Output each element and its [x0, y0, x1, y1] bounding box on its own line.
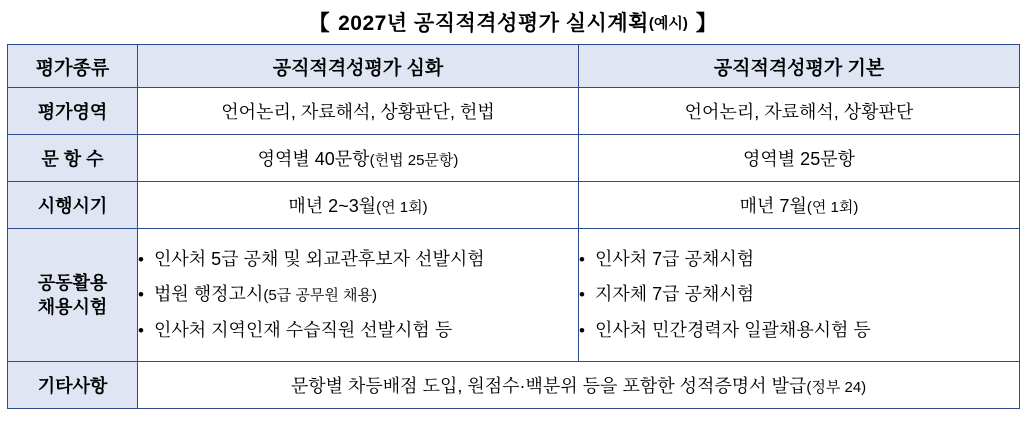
list-item-sub: (5급 공무원 채용)	[263, 287, 377, 305]
cell-other-matters	[138, 362, 1020, 409]
cell-basic-evaluation-area: 언어논리, 자료해석, 상황판단	[579, 88, 1020, 135]
cell-deep-schedule-sub: (연 1회)	[376, 199, 428, 216]
cell-deep-shared-recruitment	[138, 229, 579, 362]
title-sub-text: (예시)	[648, 14, 688, 32]
row-label-evaluation-area: 평가영역	[8, 88, 138, 135]
bullet-icon: •	[579, 285, 585, 305]
list-item-text: 인사처 7급 공채시험	[595, 249, 755, 270]
row-label-other-matters: 기타사항	[8, 362, 138, 409]
list-item	[579, 242, 1019, 277]
cell-other-matters-sub: (정부 24)	[806, 379, 867, 396]
row-label-shared-line2: 채용시험	[37, 297, 108, 317]
list-item	[138, 242, 578, 277]
list-item	[138, 277, 578, 312]
list-item-text: 인사처 5급 공채 및 외교관후보자 선발시험	[154, 249, 485, 270]
row-label-schedule: 시행시기	[8, 182, 138, 229]
cell-basic-schedule-sub: (연 1회)	[806, 199, 859, 216]
header-deep-exam: 공직적격성평가 심화	[138, 45, 579, 88]
list-item-text: 법원 행정고시	[154, 284, 264, 305]
title-bracket-open: 【	[308, 12, 331, 35]
cell-basic-question-count: 영역별 25문항	[579, 135, 1020, 182]
table-row	[8, 135, 1020, 182]
table-row	[8, 362, 1020, 409]
list-item-text: 지자체 7급 공채시험	[595, 284, 755, 305]
list-item	[579, 277, 1019, 312]
header-basic-exam: 공직적격성평가 기본	[579, 45, 1020, 88]
row-label-shared-line1: 공동활용	[37, 272, 108, 293]
bullet-icon: •	[138, 285, 144, 305]
bullet-icon: •	[579, 250, 585, 270]
cell-deep-question-count-main: 영역별 40문항	[257, 149, 370, 169]
cell-basic-shared-recruitment	[579, 229, 1020, 362]
cell-deep-evaluation-area: 언어논리, 자료해석, 상황판단, 헌법	[138, 88, 579, 135]
header-evaluation-type: 평가종류	[8, 45, 138, 88]
cell-deep-schedule	[138, 182, 579, 229]
cell-other-matters-main: 문항별 차등배점 도입, 원점수·백분위 등을 포함한 성적증명서 발급	[290, 376, 807, 396]
cell-deep-schedule-main: 매년 2~3월	[288, 196, 377, 216]
list-item-text: 인사처 민간경력자 일괄채용시험 등	[595, 319, 871, 340]
title-main-text: 2027년 공직적격성평가 실시계획	[338, 12, 649, 35]
cell-deep-question-count-sub: (헌법 25문항)	[369, 152, 459, 169]
cell-deep-question-count	[138, 135, 579, 182]
bullet-icon: •	[579, 320, 585, 340]
cell-basic-schedule	[579, 182, 1020, 229]
page-title	[0, 0, 1026, 44]
table-row	[8, 229, 1020, 362]
list-item	[138, 313, 578, 348]
table-row	[8, 182, 1020, 229]
plan-table	[7, 44, 1020, 409]
table-header-row	[8, 45, 1020, 88]
bullet-icon: •	[138, 250, 144, 270]
row-label-question-count: 문 항 수	[8, 135, 138, 182]
list-item	[579, 313, 1019, 348]
cell-basic-schedule-main: 매년 7월	[739, 196, 807, 216]
bullet-icon: •	[138, 320, 144, 340]
table-row	[8, 88, 1020, 135]
row-label-shared-recruitment	[8, 229, 138, 362]
title-bracket-close: 】	[695, 12, 718, 35]
list-item-text: 인사처 지역인재 수습직원 선발시험 등	[154, 319, 453, 340]
